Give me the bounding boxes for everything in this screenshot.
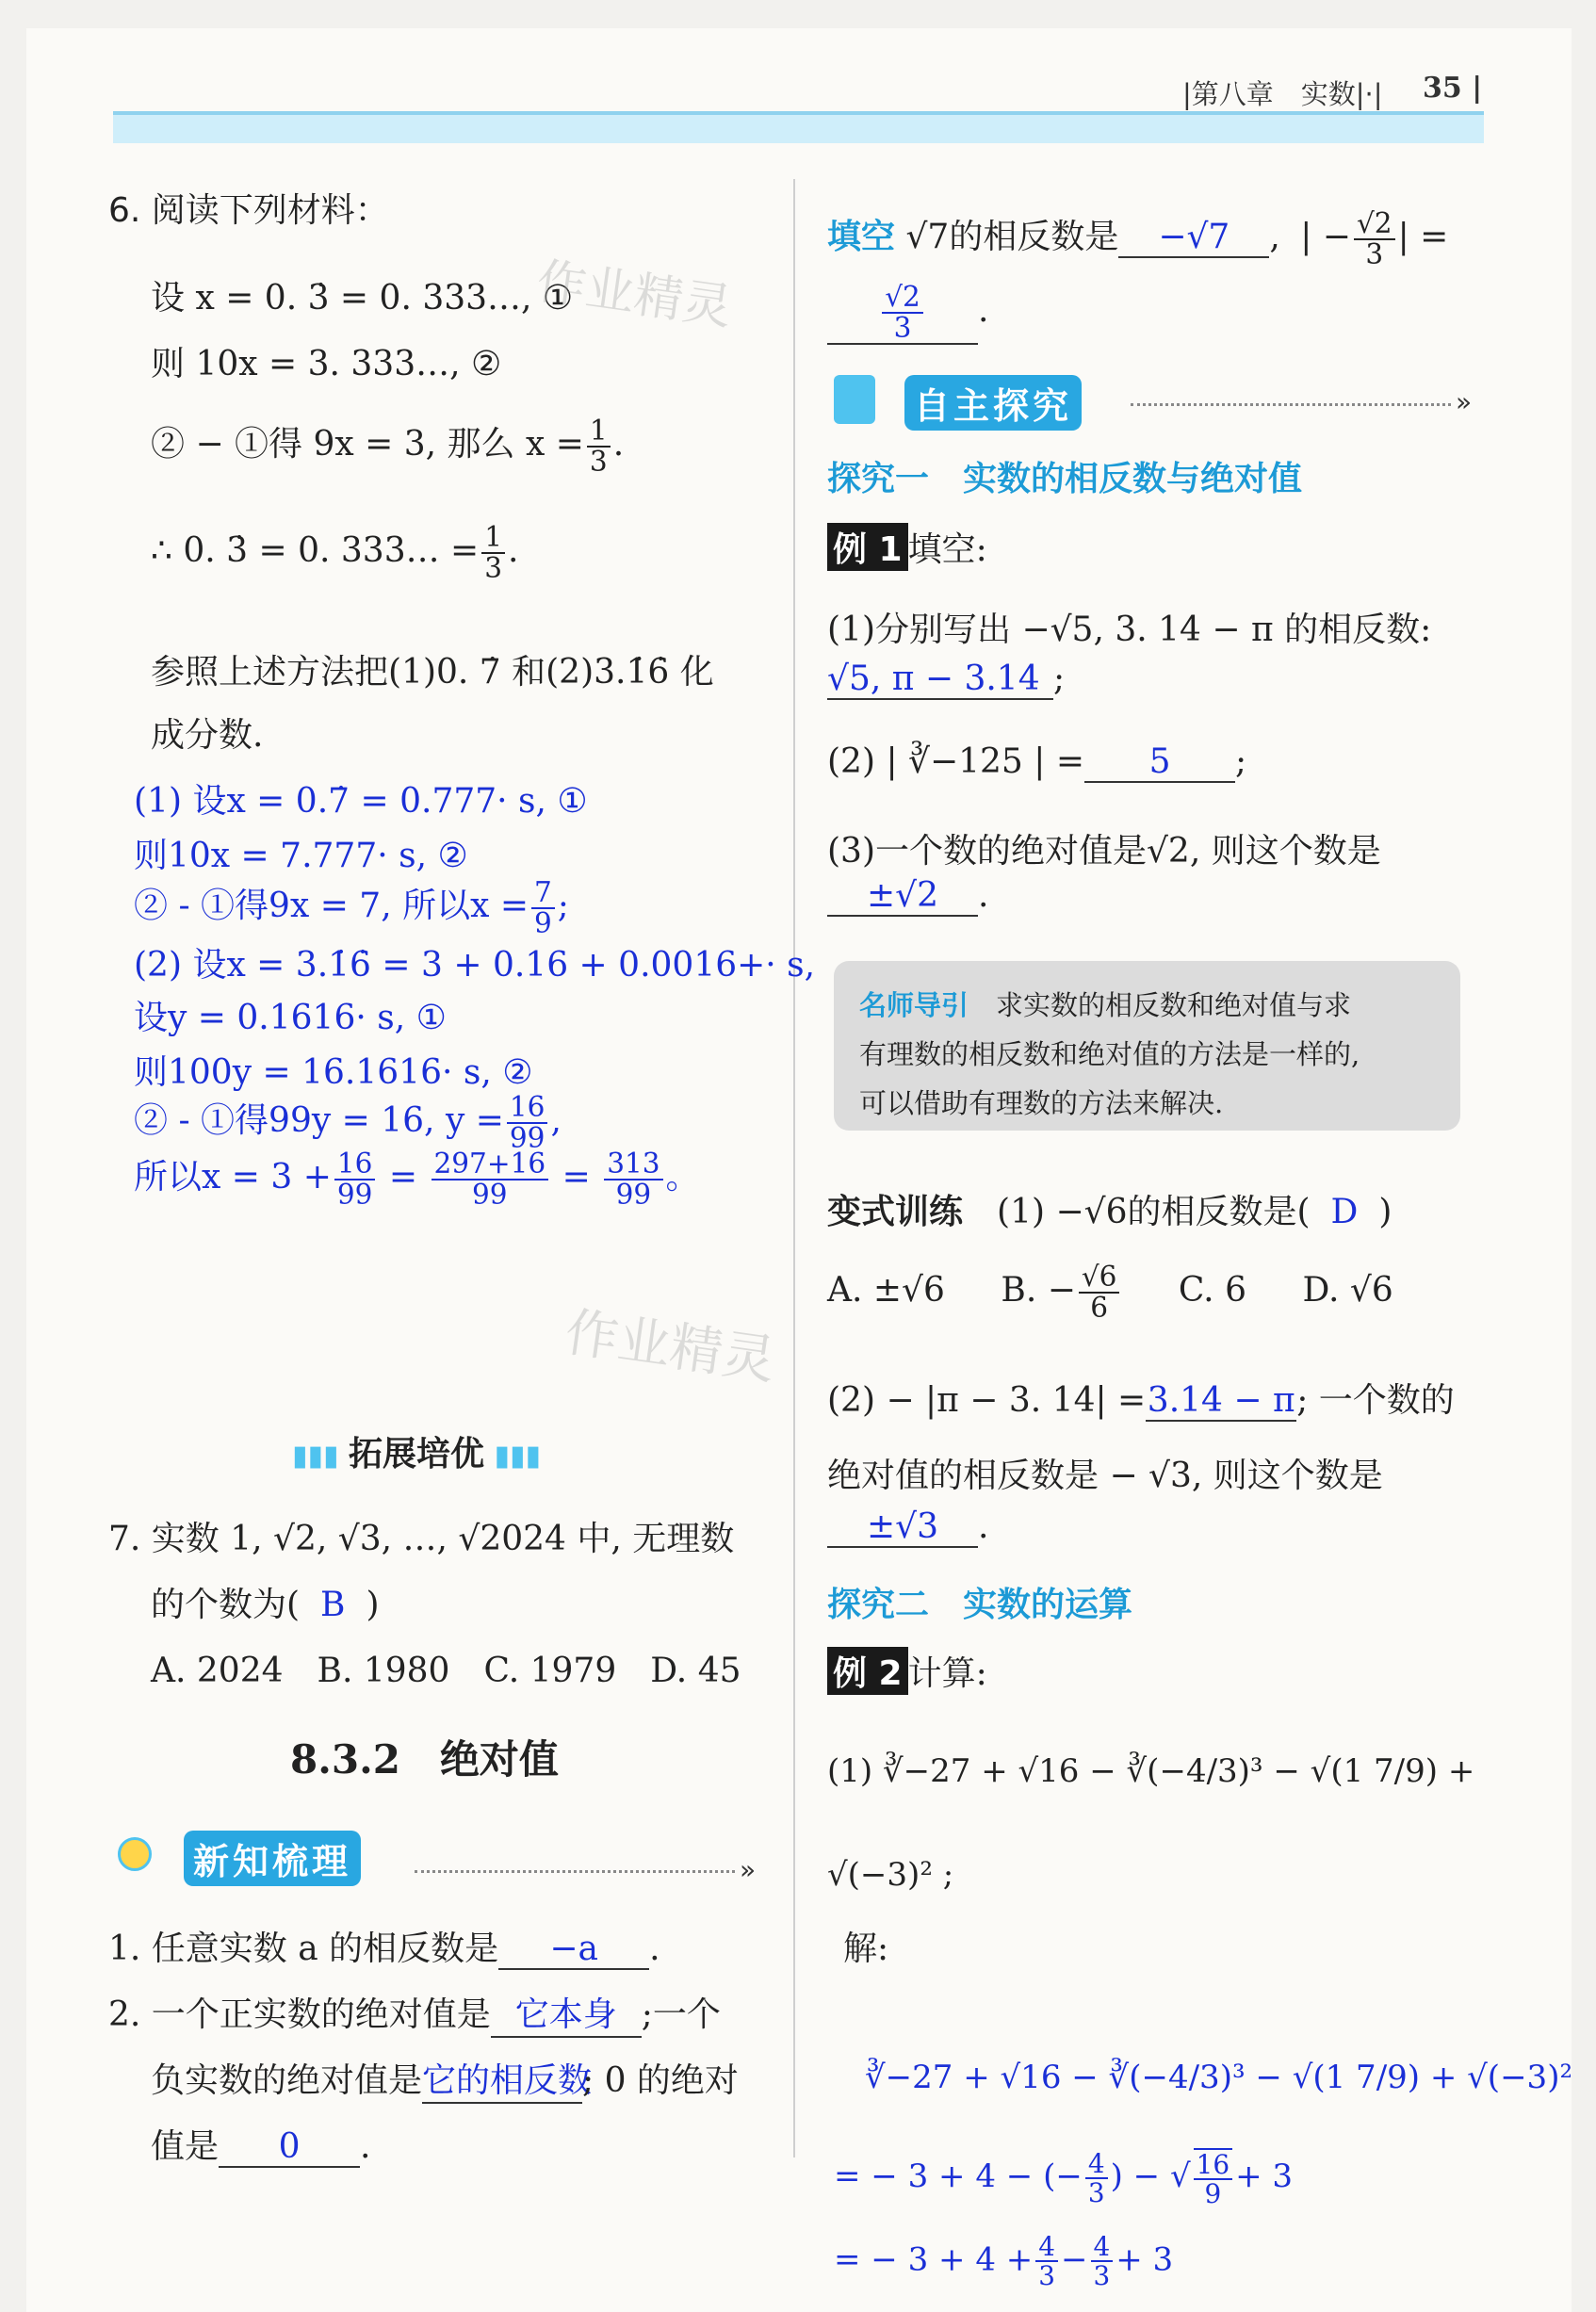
example1: 例 1 填空: — [827, 523, 987, 571]
page-number: 35 | — [1423, 72, 1483, 105]
q6-line1: 设 x = 0. 3̇ = 0. 333…, ① — [151, 279, 574, 317]
p1-answer: √5, π − 3.14 — [827, 659, 1053, 700]
watermark-2: 作业精灵 — [561, 1301, 779, 1392]
variant-label: 变式训练 — [827, 1193, 964, 1231]
variant-q2-answer: ±√3 . — [827, 1507, 988, 1548]
expand-title: 拓展培优 — [348, 1435, 484, 1473]
answer-line7: ② - ①得99y = 16, y = $\frac{16}{99}$ , — [134, 1091, 562, 1154]
variant-q2: (2) − |π − 3. 14| =3.14 − π; 一个数的 — [827, 1381, 1455, 1420]
answer-line1: (1) 设x = 0.7̇ = 0.777· s, ① — [134, 782, 588, 821]
arrow-icon: » — [1456, 386, 1473, 417]
column-divider — [793, 179, 795, 2157]
answer-line6: 则100y = 16.1616· s, ② — [134, 1053, 533, 1092]
ex1-p3-answer: ±√2 . — [827, 876, 988, 917]
fill-line2: $\frac{√2}{3}$ . — [827, 283, 988, 345]
dotted-rule-2 — [1131, 403, 1451, 406]
solution-line1: ∛−27 + √16 − ∛(−4/3)³ − √(1 7/9) + √(−3)² — [865, 2059, 1573, 2096]
q6-frac2: $\frac{1}{3}$ — [481, 523, 505, 583]
example2-badge: 例 2 — [827, 1647, 908, 1695]
answer-line2: 则10x = 7.777· s, ② — [134, 837, 468, 875]
q6-line3-text: ② − ①得 9x = 3, 那么 x = — [151, 424, 584, 464]
q6-line5: 参照上述方法把(1)0. 7̇ 和(2)3.1̇6̇ 化 — [151, 653, 714, 692]
ex2-problem: (1) ∛−27 + √16 − ∛(−4/3)³ − √(1 7/9) + — [827, 1752, 1475, 1790]
n2-answer2: 它的相反数 — [422, 2061, 593, 2100]
variant-q2-line2: 绝对值的相反数是 − √3, 则这个数是 — [827, 1457, 1383, 1495]
answer-line5: 设y = 0.1616· s, ① — [134, 999, 447, 1037]
answer-line8: 所以x = 3 + $\frac{16}{99}$ = $\frac{297+16}{99}$ = $\frac{313}{99}$ 。 — [134, 1148, 700, 1211]
header-band — [113, 115, 1484, 143]
p2-answer: 5 — [1148, 742, 1171, 781]
fill-answer1: −√7 — [1158, 217, 1230, 256]
ex1-p1: (1)分别写出 −√5, 3. 14 − π 的相反数: — [827, 611, 1432, 649]
q7-line2: 的个数为( B ) — [151, 1586, 380, 1624]
ex2-problem-line2: √(−3)² ; — [827, 1856, 954, 1894]
n2-answer3: 0 — [278, 2127, 301, 2166]
example1-badge: 例 1 — [827, 523, 908, 571]
ex1-p2: (2) | ∛−125 | = 5 ; — [827, 742, 1247, 781]
section-title: 8.3.2 绝对值 — [290, 1736, 559, 1783]
solution-line2: = − 3 + 4 − (− $\frac{4}{3}$ ) − √ $\frac{16}{9}$ + 3 — [834, 2147, 1294, 2210]
arrow-icon: » — [740, 1854, 757, 1885]
q6-frac: $\frac{1}{3}$ — [587, 416, 611, 477]
explore2-title: 探究二 实数的运算 — [827, 1586, 1133, 1624]
fill-label: 填空 — [827, 217, 896, 256]
ex1-p3: (3)一个数的绝对值是√2, 则这个数是 — [827, 832, 1381, 871]
guide-label: 名师导引 — [859, 989, 969, 1021]
q6-line3: ② − ①得 9x = 3, 那么 x = $\frac{1}{3}$ . — [151, 415, 625, 478]
p3-answer: ±√2 — [866, 876, 938, 915]
variant-q1: 变式训练 (1) −√6的相反数是( D ) — [827, 1193, 1392, 1231]
q7-options: A. 2024 B. 1980 C. 1979 D. 45 — [151, 1652, 741, 1690]
explore-title: 自主探究 — [904, 375, 1082, 431]
example2: 例 2 计算: — [827, 1647, 987, 1695]
q6-line6: 成分数. — [151, 716, 264, 755]
n2-line3: 值是 0 . — [151, 2127, 371, 2166]
v2-answer: 3.14 − π — [1147, 1381, 1295, 1420]
v1-answer: D — [1330, 1193, 1359, 1231]
q7-line1: 7. 实数 1, √2, √3, …, √2024 中, 无理数 — [108, 1520, 735, 1558]
n2: 2. 一个正实数的绝对值是 它本身 ;一个 — [108, 1988, 721, 2038]
bars-icon: ▮▮▮ — [292, 1440, 349, 1473]
guide-line1: 名师导引 求实数的相反数和绝对值与求 — [859, 989, 1352, 1021]
explore1-title: 探究一 实数的相反数与绝对值 — [827, 460, 1303, 498]
q7-answer: B — [320, 1586, 346, 1624]
q6-line4-text: ∴ 0. 3̇ = 0. 333… = — [151, 530, 480, 570]
q6-line4: ∴ 0. 3̇ = 0. 333… = $\frac{1}{3}$ . — [151, 521, 519, 584]
n1: 1. 任意实数 a 的相反数是 −a . — [108, 1929, 660, 1968]
guide-line2: 有理数的相反数和绝对值的方法是一样的, — [859, 1038, 1360, 1070]
bulb-icon — [118, 1837, 152, 1871]
ex1-p1-answer: √5, π − 3.14 ; — [827, 659, 1066, 698]
watermark-1: 作业精灵 — [533, 252, 736, 337]
fill-line: 填空 √7的相反数是 −√7 , | − $\frac{√2}{3}$ | = — [827, 207, 1449, 270]
dotted-rule — [415, 1870, 735, 1873]
chapter-label: |第八章 实数|·| — [1182, 78, 1383, 110]
solution-label: 解: — [843, 1929, 889, 1968]
answer-line4: (2) 设x = 3.1̇6̇ = 3 + 0.16 + 0.0016+· s, — [134, 946, 816, 985]
answer-line3: ② - ①得9x = 7, 所以x = $\frac{7}{9}$ ; — [134, 876, 569, 939]
notebook-icon — [834, 375, 875, 424]
n2-answer: 它本身 — [514, 1995, 617, 2034]
guide-line3: 可以借助有理数的方法来解决. — [859, 1087, 1224, 1119]
n1-answer: −a — [549, 1929, 598, 1968]
solution-line3: = − 3 + 4 + $\frac{4}{3}$ − $\frac{4}{3}$ + 3 — [834, 2231, 1174, 2292]
v2-answer2: ±√3 — [866, 1507, 938, 1546]
q6-title: 6. 阅读下列材料： — [108, 191, 389, 230]
n2-line2: 负实数的绝对值是它的相反数; 0 的绝对 — [151, 2054, 739, 2104]
expand-section — [292, 1427, 541, 1475]
variant-options: A. ±√6 B. − $\frac{√6}{6}$ C. 6 D. √6 — [827, 1261, 1393, 1324]
new-knowledge-title: 新知梳理 — [184, 1831, 361, 1886]
bars-icon: ▮▮▮ — [484, 1440, 541, 1473]
q6-line2: 则 10x = 3. 333…, ② — [151, 345, 502, 383]
